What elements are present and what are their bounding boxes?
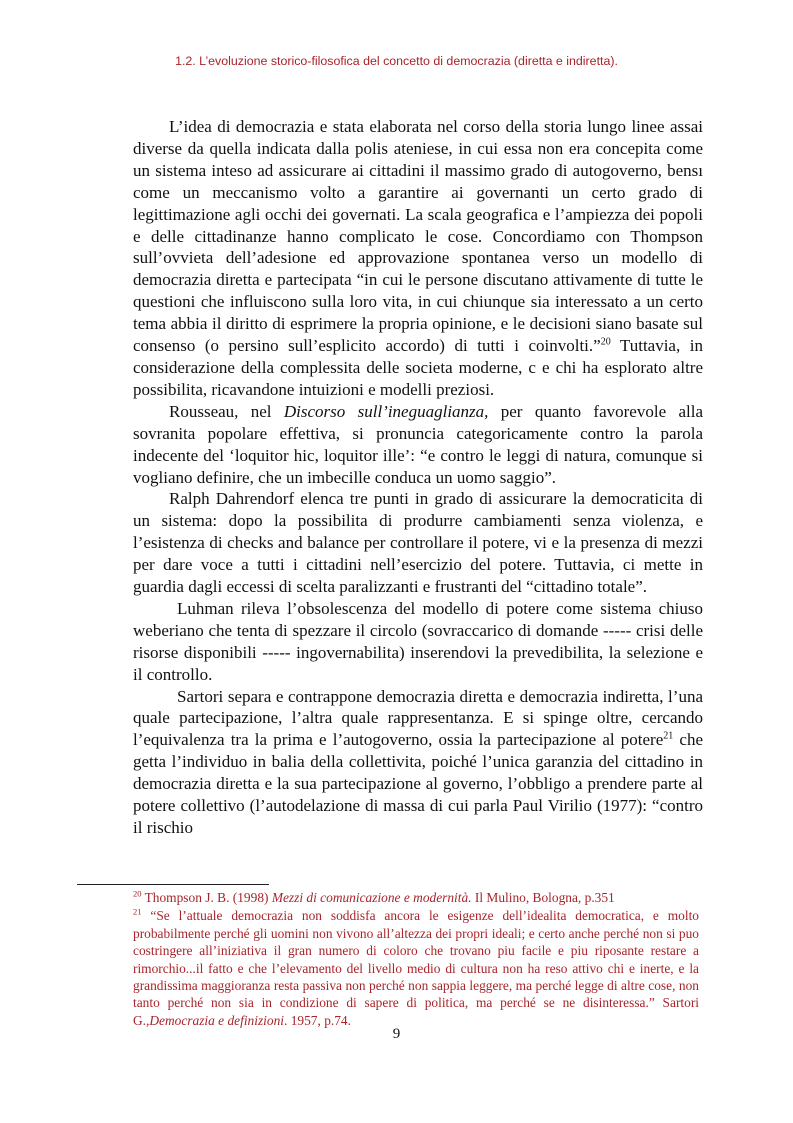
running-header: 1.2. L’evoluzione storico-filosofica del concetto di democrazia (diretta e indiretta).	[175, 54, 618, 68]
footnote-21: $^{21}$ “Se l’attuale democrazia non soddisfa ancora le esigenze dell’idealita democratica, e molto probabilmente perché gli uomini non vivono all’altezza dei propri ideali; e certo anche perché non si puo costringere all’iniziativa il gran numero di coloro che trovano piu facile e piu riposante restare a rimorchio...il fatto e che l’elevamento del livello medio di cultura non ha reso attivo chi e inerte, e la grandissima maggioranza resta passiva non perché non sappia leggere, ma perché legge di altre cose, non tanto perché non sia in condizione di sapere di politica, ma perché se ne disinteressa.” Sartori G.,Democrazia e definizioni. 1957, p.74.	[133, 906, 699, 1028]
footnote-20: $^{20}$ Thompson J. B. (1998) Mezzi di comunicazione e modernità. Il Mulino, Bologna, p.351	[133, 888, 615, 905]
paragraph-democrazia-idea: L’idea di democrazia e stata elaborata nel corso della storia lungo linee assai diverse da quella indicata dalla polis ateniese, in cui essa non era concepita come un sistema inteso ad assicurare ai cittadini il massimo grado di autogoverno, bensı come un meccanismo volto a garantire ai governanti un certo grado di legittimazione agli occhi dei governati. La scala geografica e l’ampiezza dei popoli e delle cittadinanze hanno complicato le cose. Concordiamo con Thompson sull’ovvieta dell’adesione ed approvazione spontanea verso un modello di democrazia diretta e partecipata “in cui le persone discutano attivamente di tutte le questioni che influiscono sulla loro vita, in cui chiunque sia interessato a un certo tema abbia il diritto di esprimere la propria opinione, e le decisioni siano basate sul consenso (o persino sull’esplicito accordo) di tutti i coinvolti.”$^{20}$ Tuttavia, in considerazione della complessita delle societa moderne, c e chi ha esplorato altre possibilita, ricavandone intuizioni e modelli preziosi.	[133, 117, 703, 399]
body-text	[133, 116, 703, 839]
book-title: Discorso sull’ineguaglianza,	[283, 401, 489, 421]
footnote-ref-20: 20	[600, 336, 611, 348]
footnote-ref-21: 21	[663, 730, 674, 742]
footnote-separator	[77, 884, 269, 885]
paragraph-sartori: Sartori separa e contrappone democrazia diretta e democrazia indiretta, l’una quale partecipazione, l’altra quale rappresentanza. E si spinge oltre, cercando l’equivalenza tra la prima e l’autogoverno, ossia la partecipazione al potere$^{21}$ che getta l’individuo in balia della collettivita, poiché l’unica garanzia del cittadino in democrazia diretta e la sua partecipazione al governo, l’obbligo a prendere parte al potere collettivo (l’autodelazione di massa di cui parla Paul Virilio (1977): “contro il rischio	[133, 686, 703, 837]
footnotes	[133, 889, 699, 1030]
paragraph-dahrendorf: Ralph Dahrendorf elenca tre punti in grado di assicurare la democraticita di un sistema: dopo la possibilita di produrre cambiamenti senza violenza, e l’esistenza di checks and balance per controllare il potere, vi e la presenza di mezzi per dare voce a tutti i cittadini nell’esercizio del potere. Tuttavia, ci mette in guardia dagli eccessi di scelta paralizzanti e frustranti del “cittadino totale”.	[133, 489, 703, 597]
paragraph-luhman: Luhman rileva l’obsolescenza del modello di potere come sistema chiuso weberiano che tenta di spezzare il circolo (sovraccarico di domande ----- crisi delle risorse disponibili ----- ingovernabilita) inserendovi la prevedibilita, la selezione e il controllo.	[133, 598, 703, 684]
page-number: 9	[392, 1026, 401, 1042]
paragraph-rousseau: Rousseau, nel Discorso sull’ineguaglianza, per quanto favorevole alla sovranita popolare effettiva, si pronuncia categoricamente contro la parola indecente del ‘loquitor hic, loquitor ille’: “e contro le leggi di natura, comunque si vogliano definire, che un imbecille conduca un uomo saggio”.	[133, 401, 703, 487]
